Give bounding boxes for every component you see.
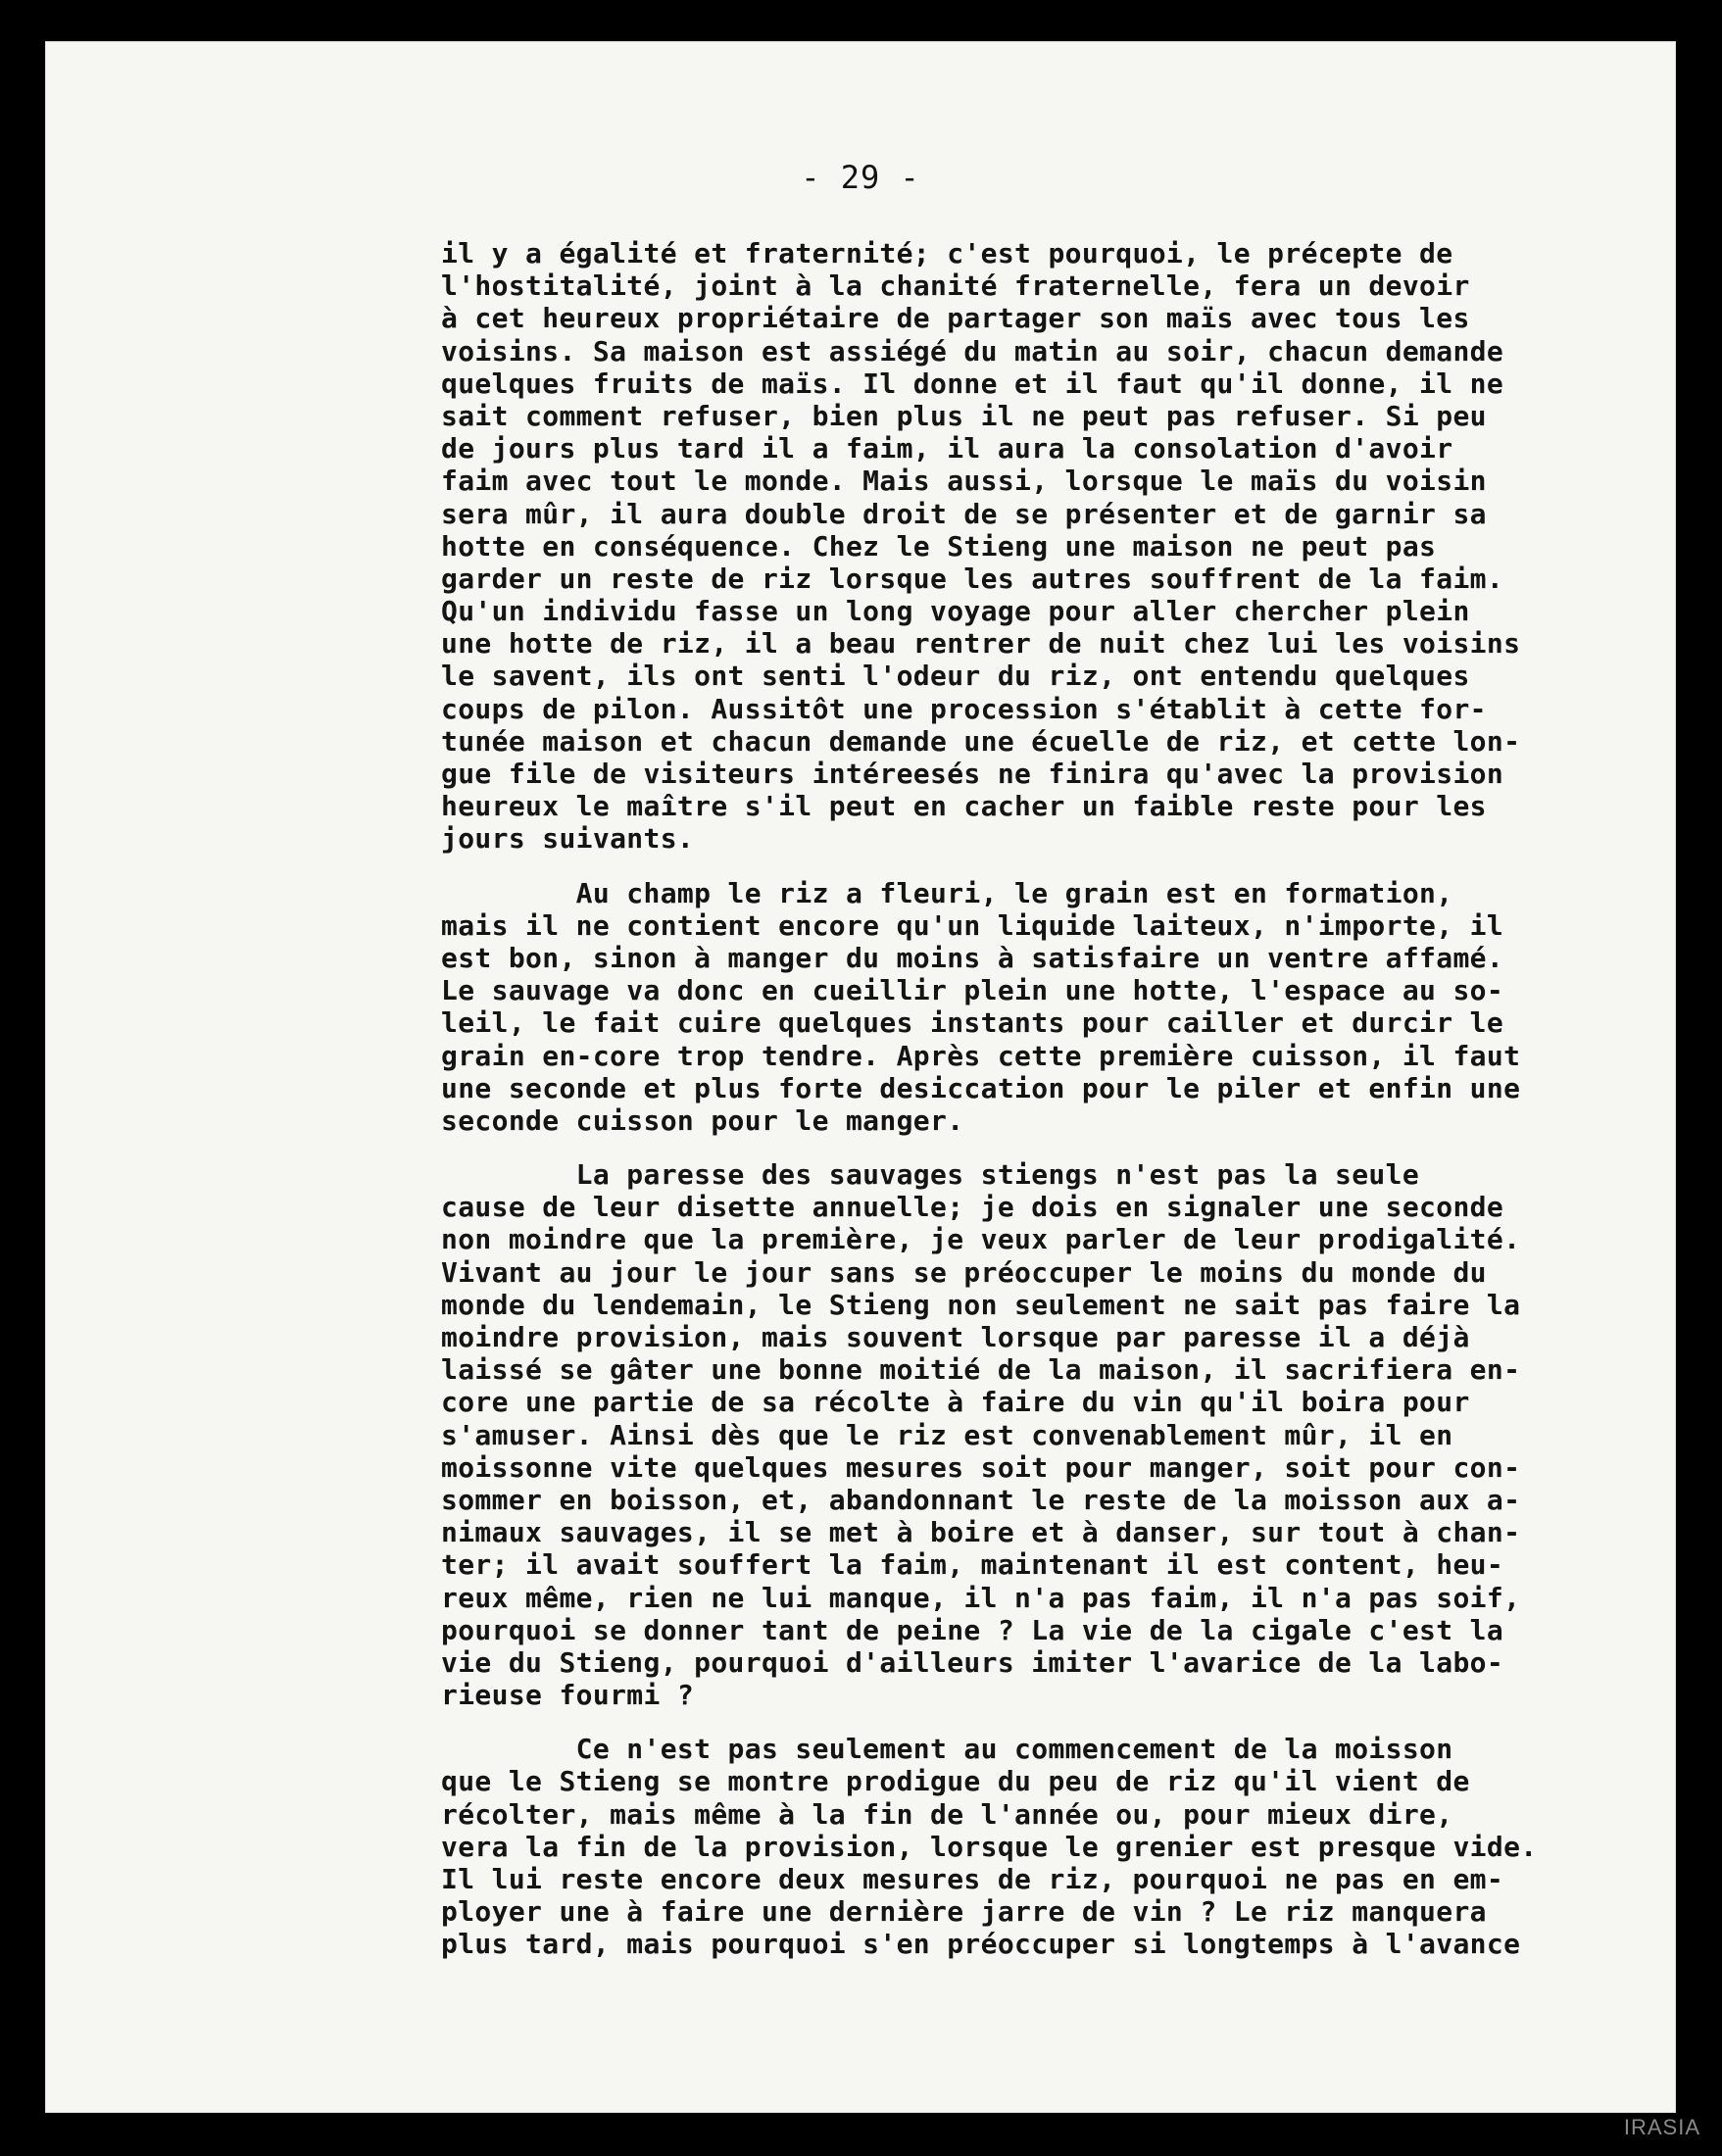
text-line: coups de pilon. Aussitôt une procession s'établit à cette for-	[441, 692, 1487, 725]
paragraph	[441, 1158, 1715, 1711]
paragraph-gap	[441, 1711, 1715, 1733]
paragraph	[441, 237, 1715, 856]
text-line: La paresse des sauvages stiengs n'est pas la seule	[441, 1158, 1420, 1192]
text-line: de jours plus tard il a faim, il aura la consolation d'avoir	[441, 432, 1453, 466]
text-line: heureux le maître s'il peut en cacher un faible reste pour les	[441, 790, 1487, 823]
text-line: Ce n'est pas seulement au commencement de la moisson	[441, 1733, 1453, 1766]
document-body	[441, 237, 1715, 1961]
paragraph-gap	[441, 856, 1715, 877]
text-line: non moindre que la première, je veux parler de leur prodigalité.	[441, 1223, 1521, 1256]
text-line: garder un reste de riz lorsque les autres souffrent de la faim.	[441, 562, 1504, 595]
text-line: faim avec tout le monde. Mais aussi, lorsque le maïs du voisin	[441, 465, 1487, 498]
text-line: grain en-core trop tendre. Après cette première cuisson, il faut	[441, 1039, 1521, 1072]
paragraph	[441, 877, 1715, 1138]
text-line: Au champ le riz a fleuri, le grain est en formation,	[441, 876, 1453, 909]
text-line: gue file de visiteurs intéreesés ne finira qu'avec la provision	[441, 758, 1504, 790]
text-line: sera mûr, il aura double droit de se présenter et de garnir sa	[441, 497, 1487, 530]
text-line: tunée maison et chacun demande une écuelle de riz, et cette lon-	[441, 724, 1521, 758]
text-line: hotte en conséquence. Chez le Stieng une maison ne peut pas	[441, 529, 1437, 563]
text-line: une seconde et plus forte desiccation pour le piler et enfin une	[441, 1071, 1521, 1104]
text-line: core une partie de sa récolte à faire du vin qu'il boira pour	[441, 1386, 1470, 1419]
text-line: il y a égalité et fraternité; c'est pourquoi, le précepte de	[441, 237, 1453, 270]
text-line: plus tard, mais pourquoi s'en préoccuper si longtemps à l'avance	[441, 1928, 1521, 1961]
text-line: seconde cuisson pour le manger.	[441, 1103, 964, 1137]
text-line: Le sauvage va donc en cueillir plein une hotte, l'espace au so-	[441, 974, 1504, 1007]
text-line: Qu'un individu fasse un long voyage pour aller chercher plein	[441, 595, 1470, 628]
text-line: moissonne vite quelques mesures soit pour manger, soit pour con-	[441, 1450, 1521, 1484]
text-line: leil, le fait cuire quelques instants pour cailler et durcir le	[441, 1006, 1504, 1040]
text-line: reux même, rien ne lui manque, il n'a pas faim, il n'a pas soif,	[441, 1581, 1521, 1614]
text-line: Il lui reste encore deux mesures de riz, pourquoi ne pas en em-	[441, 1863, 1504, 1895]
text-line: quelques fruits de maïs. Il donne et il faut qu'il donne, il ne	[441, 367, 1504, 400]
text-line: sait comment refuser, bien plus il ne peut pas refuser. Si peu	[441, 399, 1487, 432]
text-line: s'amuser. Ainsi dès que le riz est convenablement mûr, il en	[441, 1418, 1453, 1451]
text-line: cause de leur disette annuelle; je dois en signaler une seconde	[441, 1191, 1504, 1224]
page-number: - 29 -	[801, 159, 920, 196]
paragraph	[441, 1733, 1715, 1960]
text-line: à cet heureux propriétaire de partager son maïs avec tous les	[441, 302, 1470, 335]
text-line: ter; il avait souffert la faim, maintenant il est content, heu-	[441, 1548, 1504, 1582]
text-line: vie du Stieng, pourquoi d'ailleurs imiter l'avarice de la labo-	[441, 1645, 1504, 1679]
text-line: l'hostitalité, joint à la chanité fraternelle, fera un devoir	[441, 270, 1470, 303]
document-page	[45, 41, 1676, 2113]
text-line: est bon, sinon à manger du moins à satisfaire un ventre affamé.	[441, 941, 1504, 974]
text-line: le savent, ils ont senti l'odeur du riz, ont entendu quelques	[441, 660, 1470, 693]
text-line: sommer en boisson, et, abandonnant le reste de la moisson aux a-	[441, 1483, 1521, 1516]
text-line: Vivant au jour le jour sans se préoccuper le moins du monde du	[441, 1255, 1487, 1289]
text-line: mais il ne contient encore qu'un liquide laiteux, n'importe, il	[441, 908, 1504, 942]
text-line: moindre provision, mais souvent lorsque par paresse il a déjà	[441, 1321, 1470, 1353]
text-line: récolter, mais même à la fin de l'année ou, pour mieux dire,	[441, 1797, 1453, 1831]
text-line: monde du lendemain, le Stieng non seulement ne sait pas faire la	[441, 1288, 1521, 1321]
source-watermark: IRASIA	[1623, 2115, 1700, 2139]
text-line: rieuse fourmi ?	[441, 1679, 695, 1712]
paragraph-gap	[441, 1137, 1715, 1158]
text-line: laissé se gâter une bonne moitié de la maison, il sacrifiera en-	[441, 1353, 1521, 1387]
text-line: nimaux sauvages, il se met à boire et à danser, sur tout à chan-	[441, 1516, 1521, 1549]
text-line: pourquoi se donner tant de peine ? La vie de la cigale c'est la	[441, 1613, 1504, 1646]
text-line: jours suivants.	[441, 822, 695, 856]
text-line: voisins. Sa maison est assiégé du matin au soir, chacun demande	[441, 334, 1504, 368]
text-line: que le Stieng se montre prodigue du peu de riz qu'il vient de	[441, 1765, 1470, 1798]
text-line: une hotte de riz, il a beau rentrer de nuit chez lui les voisins	[441, 627, 1521, 661]
text-line: ployer une à faire une dernière jarre de vin ? Le riz manquera	[441, 1895, 1487, 1929]
text-line: vera la fin de la provision, lorsque le grenier est presque vide.	[441, 1830, 1538, 1863]
